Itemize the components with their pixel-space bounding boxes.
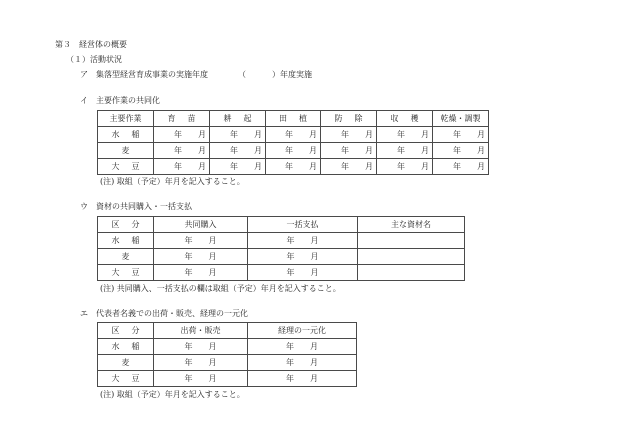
year-month-cell: 年 月 [154, 265, 248, 281]
note: (注) 取組（予定）年月を記入すること。 [100, 177, 245, 186]
year-month-cell: 年 月 [210, 159, 266, 175]
year-month-cell: 年 月 [248, 355, 357, 371]
year-month-cell: 年 月 [154, 249, 248, 265]
row-label-wheat: 麦 [98, 143, 154, 159]
header-category: 区 分 [98, 323, 154, 339]
year-month-cell: 年 月 [154, 127, 210, 143]
year-month-cell: 年 月 [154, 339, 248, 355]
row-label-soybean: 大 豆 [98, 159, 154, 175]
header-tillage: 耕 起 [210, 111, 266, 127]
year-month-cell: 年 月 [377, 127, 433, 143]
year-month-cell: 年 月 [377, 143, 433, 159]
row-label-rice: 水 稲 [98, 339, 154, 355]
header-main-materials: 主な資材名 [358, 217, 465, 233]
header-seedling: 育 苗 [154, 111, 210, 127]
year-paren-open: （ [238, 70, 246, 79]
row-label-rice: 水 稲 [98, 127, 154, 143]
row-label-wheat: 麦 [98, 249, 154, 265]
subsection-heading: （１）活動状況 [66, 55, 122, 64]
row-label-wheat: 麦 [98, 355, 154, 371]
year-month-cell: 年 月 [210, 127, 266, 143]
year-month-cell: 年 月 [154, 159, 210, 175]
item-d-title: エ 代表者名義での出荷・販売、経理の一元化 [80, 309, 248, 318]
year-month-cell: 年 月 [266, 127, 321, 143]
year-month-cell: 年 月 [433, 127, 489, 143]
year-month-cell: 年 月 [154, 355, 248, 371]
year-month-cell: 年 月 [377, 159, 433, 175]
joint-purchase-table [97, 216, 465, 281]
year-month-cell: 年 月 [154, 233, 248, 249]
year-month-cell: 年 月 [321, 159, 377, 175]
year-month-cell: 年 月 [266, 143, 321, 159]
year-month-cell: 年 月 [248, 339, 357, 355]
section-heading: 第３ 経営体の概要 [55, 40, 127, 49]
row-label-rice: 水 稲 [98, 233, 154, 249]
item-b-title: イ 主要作業の共同化 [80, 96, 160, 105]
table-row [98, 127, 489, 143]
year-month-cell: 年 月 [321, 127, 377, 143]
joint-work-table [97, 110, 489, 175]
note: (注) 共同購入、一括支払の欄は取組（予定）年月を記入すること。 [100, 284, 341, 293]
table-row [98, 371, 357, 387]
table-row [98, 143, 489, 159]
year-month-cell: 年 月 [266, 159, 321, 175]
table-row [98, 339, 357, 355]
row-label-soybean: 大 豆 [98, 265, 154, 281]
table-header-row [98, 323, 357, 339]
year-month-cell: 年 月 [210, 143, 266, 159]
item-c-title: ウ 資材の共同購入・一括支払 [80, 202, 192, 211]
row-label-soybean: 大 豆 [98, 371, 154, 387]
year-month-cell: 年 月 [154, 371, 248, 387]
note: (注) 取組（予定）年月を記入すること。 [100, 390, 245, 399]
table-row [98, 233, 465, 249]
year-month-cell: 年 月 [433, 143, 489, 159]
material-name-cell [358, 265, 465, 281]
material-name-cell [358, 233, 465, 249]
unified-sales-accounting-table [97, 322, 357, 387]
header-main-work: 主要作業 [98, 111, 154, 127]
year-month-cell: 年 月 [248, 265, 358, 281]
header-harvest: 収 穫 [377, 111, 433, 127]
table-row [98, 249, 465, 265]
header-joint-purchase: 共同購入 [154, 217, 248, 233]
year-month-cell: 年 月 [248, 371, 357, 387]
header-category: 区 分 [98, 217, 154, 233]
header-pest-control: 防 除 [321, 111, 377, 127]
year-month-cell: 年 月 [154, 143, 210, 159]
year-month-cell: 年 月 [248, 233, 358, 249]
header-drying-processing: 乾燥・調製 [433, 111, 489, 127]
table-header-row [98, 217, 465, 233]
header-transplanting: 田 植 [266, 111, 321, 127]
header-bulk-payment: 一括支払 [248, 217, 358, 233]
header-unified-accounting: 経理の一元化 [248, 323, 357, 339]
year-month-cell: 年 月 [321, 143, 377, 159]
year-month-cell: 年 月 [433, 159, 489, 175]
table-row [98, 265, 465, 281]
material-name-cell [358, 249, 465, 265]
table-row [98, 159, 489, 175]
table-row [98, 355, 357, 371]
item-a-label: ア 集落型経営育成事業の実施年度 [80, 70, 208, 79]
header-shipping-sales: 出荷・販売 [154, 323, 248, 339]
table-header-row [98, 111, 489, 127]
year-month-cell: 年 月 [248, 249, 358, 265]
year-paren-close: ）年度実施 [272, 70, 312, 79]
